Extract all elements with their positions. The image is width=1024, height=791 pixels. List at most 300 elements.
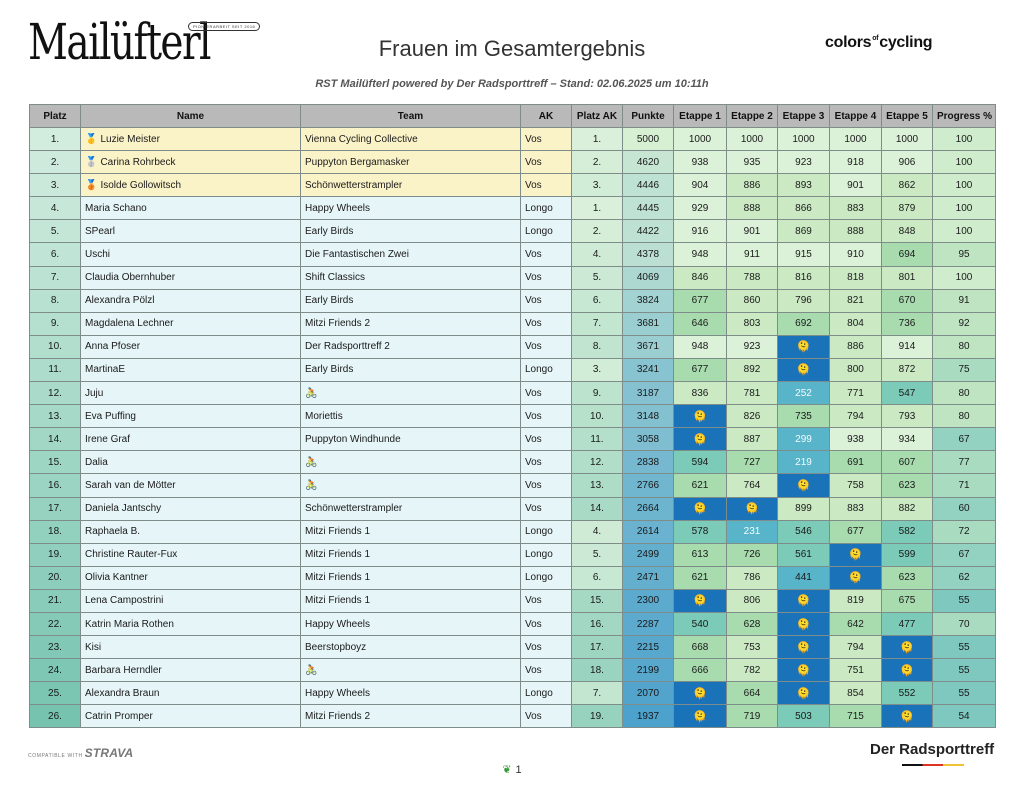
cell-etappe-2: 782 xyxy=(727,659,778,682)
cell-etappe-2: 781 xyxy=(727,382,778,405)
cell-progress: 92 xyxy=(933,312,996,335)
cell-ak: Vos xyxy=(521,312,572,335)
athlete-name: Magdalena Lechner xyxy=(85,318,174,330)
cell-etappe-1: 🫠 xyxy=(674,682,727,705)
cell-progress: 80 xyxy=(933,405,996,428)
cell-etappe-5: 879 xyxy=(882,197,933,220)
cell-punkte: 3671 xyxy=(623,335,674,358)
cell-platz: 26. xyxy=(30,705,81,728)
column-header: Etappe 1 xyxy=(674,105,727,128)
cell-etappe-5: 675 xyxy=(882,589,933,612)
cell-name xyxy=(81,428,301,451)
cell-team: 🚴 xyxy=(301,451,521,474)
cell-name xyxy=(81,197,301,220)
table-row xyxy=(30,705,996,728)
cell-etappe-2: 726 xyxy=(727,543,778,566)
cell-etappe-3: 🫠 xyxy=(778,659,830,682)
cell-ak: Vos xyxy=(521,405,572,428)
cell-etappe-2: 901 xyxy=(727,220,778,243)
athlete-name: Alexandra Pölzl xyxy=(85,295,155,307)
cell-etappe-4: 819 xyxy=(830,589,882,612)
cell-etappe-3: 219 xyxy=(778,451,830,474)
cell-etappe-4: 🫠 xyxy=(830,566,882,589)
cell-etappe-4: 642 xyxy=(830,612,882,635)
athlete-name: Christine Rauter-Fux xyxy=(85,549,178,561)
cell-etappe-1: 904 xyxy=(674,174,727,197)
cell-name xyxy=(81,659,301,682)
cell-name xyxy=(81,474,301,497)
cell-punkte: 3187 xyxy=(623,382,674,405)
cell-etappe-4: 794 xyxy=(830,405,882,428)
cell-ak: Vos xyxy=(521,428,572,451)
cell-team: Mitzi Friends 1 xyxy=(301,589,521,612)
cell-punkte: 4446 xyxy=(623,174,674,197)
cell-progress: 80 xyxy=(933,335,996,358)
strava-badge xyxy=(28,746,133,760)
cell-etappe-4: 1000 xyxy=(830,128,882,151)
cell-platz-ak: 15. xyxy=(572,589,623,612)
cell-etappe-5: 🫠 xyxy=(882,636,933,659)
athlete-name: Maria Schano xyxy=(85,202,147,214)
cell-name xyxy=(81,566,301,589)
cell-etappe-4: 691 xyxy=(830,451,882,474)
medal-icon: 🥉 xyxy=(85,179,98,191)
cell-ak: Vos xyxy=(521,128,572,151)
table-header-row xyxy=(30,105,996,128)
cell-etappe-2: 860 xyxy=(727,289,778,312)
cell-etappe-3: 299 xyxy=(778,428,830,451)
cell-etappe-5: 🫠 xyxy=(882,659,933,682)
cell-etappe-1: 🫠 xyxy=(674,705,727,728)
cell-platz: 9. xyxy=(30,312,81,335)
cell-punkte: 2499 xyxy=(623,543,674,566)
cell-platz: 15. xyxy=(30,451,81,474)
cell-team: Puppyton Windhunde xyxy=(301,428,521,451)
compatible-with-label: COMPATIBLE WITH xyxy=(28,753,83,759)
cell-punkte: 2199 xyxy=(623,659,674,682)
column-header: Platz AK xyxy=(572,105,623,128)
cell-etappe-4: 794 xyxy=(830,636,882,659)
cell-platz: 2. xyxy=(30,151,81,174)
cell-team: Mitzi Friends 1 xyxy=(301,566,521,589)
cell-progress: 55 xyxy=(933,682,996,705)
cell-etappe-3: 🫠 xyxy=(778,335,830,358)
cell-team: Die Fantastischen Zwei xyxy=(301,243,521,266)
cell-etappe-5: 623 xyxy=(882,474,933,497)
cell-name xyxy=(81,589,301,612)
table-row xyxy=(30,497,996,520)
cell-team: Early Birds xyxy=(301,289,521,312)
athlete-name: SPearl xyxy=(85,225,116,237)
column-header: Etappe 3 xyxy=(778,105,830,128)
mailuefterl-logo: Mailüfterl xyxy=(28,13,210,71)
table-row xyxy=(30,151,996,174)
athlete-name: Luzie Meister xyxy=(100,133,160,145)
cell-platz: 18. xyxy=(30,520,81,543)
cell-punkte: 4378 xyxy=(623,243,674,266)
cell-etappe-4: 715 xyxy=(830,705,882,728)
cell-etappe-1: 🫠 xyxy=(674,405,727,428)
cell-team: Vienna Cycling Collective xyxy=(301,128,521,151)
cell-name xyxy=(81,451,301,474)
table-row xyxy=(30,612,996,635)
cell-platz-ak: 16. xyxy=(572,612,623,635)
cell-platz: 20. xyxy=(30,566,81,589)
cell-platz-ak: 4. xyxy=(572,520,623,543)
cell-name xyxy=(81,289,301,312)
cell-etappe-2: 806 xyxy=(727,589,778,612)
cell-ak: Longo xyxy=(521,197,572,220)
cell-platz-ak: 12. xyxy=(572,451,623,474)
cell-etappe-2: 911 xyxy=(727,243,778,266)
column-header: AK xyxy=(521,105,572,128)
table-row xyxy=(30,566,996,589)
table-row xyxy=(30,682,996,705)
cell-platz-ak: 5. xyxy=(572,543,623,566)
cell-etappe-3: 561 xyxy=(778,543,830,566)
cell-ak: Vos xyxy=(521,612,572,635)
cell-etappe-1: 677 xyxy=(674,289,727,312)
table-row xyxy=(30,358,996,381)
cell-punkte: 4069 xyxy=(623,266,674,289)
cell-etappe-4: 🫠 xyxy=(830,543,882,566)
cell-progress: 67 xyxy=(933,543,996,566)
cell-team: Happy Wheels xyxy=(301,197,521,220)
cell-team: 🚴 xyxy=(301,474,521,497)
cell-etappe-5: 1000 xyxy=(882,128,933,151)
page-number xyxy=(0,763,1024,776)
cell-punkte: 4422 xyxy=(623,220,674,243)
cell-etappe-5: 934 xyxy=(882,428,933,451)
cell-etappe-4: 758 xyxy=(830,474,882,497)
cell-punkte: 2300 xyxy=(623,589,674,612)
column-header: Etappe 2 xyxy=(727,105,778,128)
cell-platz-ak: 6. xyxy=(572,566,623,589)
cell-platz-ak: 9. xyxy=(572,382,623,405)
athlete-name: Catrin Promper xyxy=(85,710,153,722)
cell-platz-ak: 3. xyxy=(572,358,623,381)
cell-platz-ak: 19. xyxy=(572,705,623,728)
cell-ak: Vos xyxy=(521,151,572,174)
cell-punkte: 4445 xyxy=(623,197,674,220)
cell-etappe-4: 910 xyxy=(830,243,882,266)
strava-logo: STRAVA xyxy=(84,746,134,760)
cell-platz: 1. xyxy=(30,128,81,151)
cell-platz-ak: 10. xyxy=(572,405,623,428)
cell-platz-ak: 18. xyxy=(572,659,623,682)
cell-name xyxy=(81,358,301,381)
cell-etappe-4: 883 xyxy=(830,197,882,220)
cell-etappe-3: 🫠 xyxy=(778,474,830,497)
cell-etappe-1: 540 xyxy=(674,612,727,635)
cell-etappe-2: 786 xyxy=(727,566,778,589)
cell-etappe-2: 923 xyxy=(727,335,778,358)
cell-etappe-3: 🫠 xyxy=(778,589,830,612)
cell-platz: 24. xyxy=(30,659,81,682)
cell-platz: 22. xyxy=(30,612,81,635)
logo-word-cycling: cycling xyxy=(879,34,933,51)
cell-etappe-5: 793 xyxy=(882,405,933,428)
cell-platz-ak: 2. xyxy=(572,151,623,174)
cell-etappe-2: 935 xyxy=(727,151,778,174)
cell-etappe-1: 🫠 xyxy=(674,589,727,612)
cell-punkte: 2614 xyxy=(623,520,674,543)
cell-team: Beerstopboyz xyxy=(301,636,521,659)
cell-name xyxy=(81,335,301,358)
cell-etappe-5: 582 xyxy=(882,520,933,543)
cell-platz: 16. xyxy=(30,474,81,497)
cell-team: Mitzi Friends 1 xyxy=(301,543,521,566)
cell-ak: Vos xyxy=(521,335,572,358)
cell-etappe-1: 🫠 xyxy=(674,497,727,520)
cell-etappe-5: 906 xyxy=(882,151,933,174)
cell-etappe-3: 893 xyxy=(778,174,830,197)
cell-etappe-3: 503 xyxy=(778,705,830,728)
cell-etappe-3: 🫠 xyxy=(778,358,830,381)
cell-etappe-1: 668 xyxy=(674,636,727,659)
radsporttreff-logo: Der Radsporttreff xyxy=(870,741,995,758)
cell-etappe-4: 886 xyxy=(830,335,882,358)
cell-platz-ak: 11. xyxy=(572,428,623,451)
cell-progress: 100 xyxy=(933,220,996,243)
table-row xyxy=(30,335,996,358)
table-row xyxy=(30,266,996,289)
cell-team: Mitzi Friends 2 xyxy=(301,705,521,728)
cell-platz-ak: 3. xyxy=(572,174,623,197)
cell-etappe-3: 🫠 xyxy=(778,682,830,705)
cell-team: Mitzi Friends 1 xyxy=(301,520,521,543)
cell-team: Der Radsporttreff 2 xyxy=(301,335,521,358)
column-header: Progress % xyxy=(933,105,996,128)
cell-name xyxy=(81,220,301,243)
cell-name xyxy=(81,151,301,174)
cell-platz-ak: 7. xyxy=(572,312,623,335)
athlete-name: Juju xyxy=(85,387,104,399)
cell-platz: 4. xyxy=(30,197,81,220)
cell-platz: 23. xyxy=(30,636,81,659)
athlete-name: Uschi xyxy=(85,249,111,261)
cell-progress: 75 xyxy=(933,358,996,381)
results-table xyxy=(29,104,996,728)
cell-ak: Vos xyxy=(521,659,572,682)
cell-progress: 100 xyxy=(933,197,996,220)
cell-team: Schönwetterstrampler xyxy=(301,497,521,520)
cell-platz-ak: 5. xyxy=(572,266,623,289)
cell-etappe-4: 804 xyxy=(830,312,882,335)
cell-etappe-2: 892 xyxy=(727,358,778,381)
cell-platz: 6. xyxy=(30,243,81,266)
cell-ak: Longo xyxy=(521,358,572,381)
cell-etappe-5: 872 xyxy=(882,358,933,381)
cell-punkte: 2471 xyxy=(623,566,674,589)
cell-platz-ak: 14. xyxy=(572,497,623,520)
cell-name xyxy=(81,682,301,705)
table-row xyxy=(30,474,996,497)
athlete-name: Irene Graf xyxy=(85,433,131,445)
cell-etappe-3: 692 xyxy=(778,312,830,335)
cell-etappe-1: 677 xyxy=(674,358,727,381)
cell-punkte: 2287 xyxy=(623,612,674,635)
cell-platz-ak: 7. xyxy=(572,682,623,705)
table-row xyxy=(30,659,996,682)
logo-word-of: of xyxy=(872,35,879,42)
medal-icon: 🥈 xyxy=(85,156,98,168)
cell-platz-ak: 13. xyxy=(572,474,623,497)
cell-name xyxy=(81,405,301,428)
cell-etappe-3: 546 xyxy=(778,520,830,543)
cell-etappe-4: 938 xyxy=(830,428,882,451)
cell-ak: Vos xyxy=(521,705,572,728)
cell-etappe-2: 664 xyxy=(727,682,778,705)
cell-etappe-4: 677 xyxy=(830,520,882,543)
athlete-name: Raphaela B. xyxy=(85,526,141,538)
cell-etappe-1: 613 xyxy=(674,543,727,566)
cell-etappe-1: 938 xyxy=(674,151,727,174)
cell-etappe-4: 854 xyxy=(830,682,882,705)
cell-etappe-3: 441 xyxy=(778,566,830,589)
cell-name xyxy=(81,543,301,566)
cell-punkte: 2664 xyxy=(623,497,674,520)
athlete-name: Sarah van de Mötter xyxy=(85,479,176,491)
cell-progress: 100 xyxy=(933,151,996,174)
column-header: Team xyxy=(301,105,521,128)
cell-team: Moriettis xyxy=(301,405,521,428)
cell-etappe-2: 826 xyxy=(727,405,778,428)
cell-etappe-1: 929 xyxy=(674,197,727,220)
cell-name xyxy=(81,520,301,543)
column-header: Punkte xyxy=(623,105,674,128)
cell-name xyxy=(81,612,301,635)
cell-platz: 13. xyxy=(30,405,81,428)
cell-etappe-5: 862 xyxy=(882,174,933,197)
athlete-name: Anna Pfoser xyxy=(85,341,141,353)
cell-progress: 54 xyxy=(933,705,996,728)
cell-ak: Vos xyxy=(521,451,572,474)
cell-platz: 25. xyxy=(30,682,81,705)
cell-team: Shift Classics xyxy=(301,266,521,289)
page-title: Frauen im Gesamtergebnis xyxy=(378,36,646,61)
cell-ak: Longo xyxy=(521,543,572,566)
cell-etappe-5: 623 xyxy=(882,566,933,589)
cell-etappe-1: 916 xyxy=(674,220,727,243)
cell-etappe-3: 869 xyxy=(778,220,830,243)
cell-progress: 67 xyxy=(933,428,996,451)
cell-platz: 19. xyxy=(30,543,81,566)
cell-etappe-5: 670 xyxy=(882,289,933,312)
cell-etappe-2: 719 xyxy=(727,705,778,728)
cell-etappe-4: 883 xyxy=(830,497,882,520)
cell-platz-ak: 1. xyxy=(572,197,623,220)
cell-etappe-1: 836 xyxy=(674,382,727,405)
cell-etappe-4: 888 xyxy=(830,220,882,243)
athlete-name: Alexandra Braun xyxy=(85,687,160,699)
cell-etappe-3: 816 xyxy=(778,266,830,289)
cell-etappe-3: 735 xyxy=(778,405,830,428)
cell-punkte: 3148 xyxy=(623,405,674,428)
cell-etappe-4: 821 xyxy=(830,289,882,312)
cell-etappe-5: 599 xyxy=(882,543,933,566)
athlete-name: Isolde Gollowitsch xyxy=(100,179,182,191)
cell-platz-ak: 4. xyxy=(572,243,623,266)
cell-progress: 55 xyxy=(933,659,996,682)
cell-ak: Vos xyxy=(521,174,572,197)
cell-etappe-2: 888 xyxy=(727,197,778,220)
cell-etappe-5: 882 xyxy=(882,497,933,520)
cell-platz: 7. xyxy=(30,266,81,289)
cell-platz: 8. xyxy=(30,289,81,312)
cell-name xyxy=(81,705,301,728)
athlete-name: Barbara Herndler xyxy=(85,664,162,676)
page-subtitle: RST Mailüfterl powered by Der Radsporttreff – Stand: 02.06.2025 um 10:11h xyxy=(315,78,709,90)
cell-etappe-2: 628 xyxy=(727,612,778,635)
cell-name xyxy=(81,243,301,266)
cell-punkte: 3058 xyxy=(623,428,674,451)
medal-icon: 🥇 xyxy=(85,133,98,145)
cell-etappe-5: 694 xyxy=(882,243,933,266)
cell-progress: 77 xyxy=(933,451,996,474)
leaf-icon: ❦ xyxy=(502,764,512,776)
cell-etappe-1: 948 xyxy=(674,335,727,358)
cell-platz: 3. xyxy=(30,174,81,197)
cell-progress: 100 xyxy=(933,266,996,289)
table-row xyxy=(30,243,996,266)
column-header: Name xyxy=(81,105,301,128)
cell-platz: 11. xyxy=(30,358,81,381)
cell-etappe-5: 848 xyxy=(882,220,933,243)
cell-progress: 70 xyxy=(933,612,996,635)
colors-of-cycling-logo xyxy=(825,34,932,52)
cell-name xyxy=(81,382,301,405)
cell-punkte: 4620 xyxy=(623,151,674,174)
cell-progress: 55 xyxy=(933,636,996,659)
cell-etappe-4: 771 xyxy=(830,382,882,405)
cell-punkte: 2070 xyxy=(623,682,674,705)
cell-progress: 62 xyxy=(933,566,996,589)
cell-ak: Vos xyxy=(521,636,572,659)
cell-punkte: 5000 xyxy=(623,128,674,151)
cell-team: Mitzi Friends 2 xyxy=(301,312,521,335)
cell-etappe-1: 621 xyxy=(674,474,727,497)
athlete-name: Dalia xyxy=(85,456,108,468)
cell-progress: 95 xyxy=(933,243,996,266)
cell-platz: 10. xyxy=(30,335,81,358)
cell-etappe-2: 231 xyxy=(727,520,778,543)
cell-team: 🚴 xyxy=(301,382,521,405)
cell-progress: 60 xyxy=(933,497,996,520)
cell-team: Happy Wheels xyxy=(301,612,521,635)
cell-etappe-4: 901 xyxy=(830,174,882,197)
cell-platz: 21. xyxy=(30,589,81,612)
table-row xyxy=(30,405,996,428)
cell-punkte: 2766 xyxy=(623,474,674,497)
cell-progress: 71 xyxy=(933,474,996,497)
cell-etappe-5: 736 xyxy=(882,312,933,335)
cell-team: 🚴 xyxy=(301,659,521,682)
cell-ak: Longo xyxy=(521,520,572,543)
table-row xyxy=(30,312,996,335)
cell-punkte: 3824 xyxy=(623,289,674,312)
cell-etappe-3: 796 xyxy=(778,289,830,312)
cell-name xyxy=(81,497,301,520)
cell-etappe-1: 621 xyxy=(674,566,727,589)
cell-etappe-2: 1000 xyxy=(727,128,778,151)
cell-etappe-3: 🫠 xyxy=(778,636,830,659)
cell-ak: Longo xyxy=(521,220,572,243)
cell-platz: 5. xyxy=(30,220,81,243)
cell-punkte: 3241 xyxy=(623,358,674,381)
cell-ak: Vos xyxy=(521,243,572,266)
cell-punkte: 2215 xyxy=(623,636,674,659)
